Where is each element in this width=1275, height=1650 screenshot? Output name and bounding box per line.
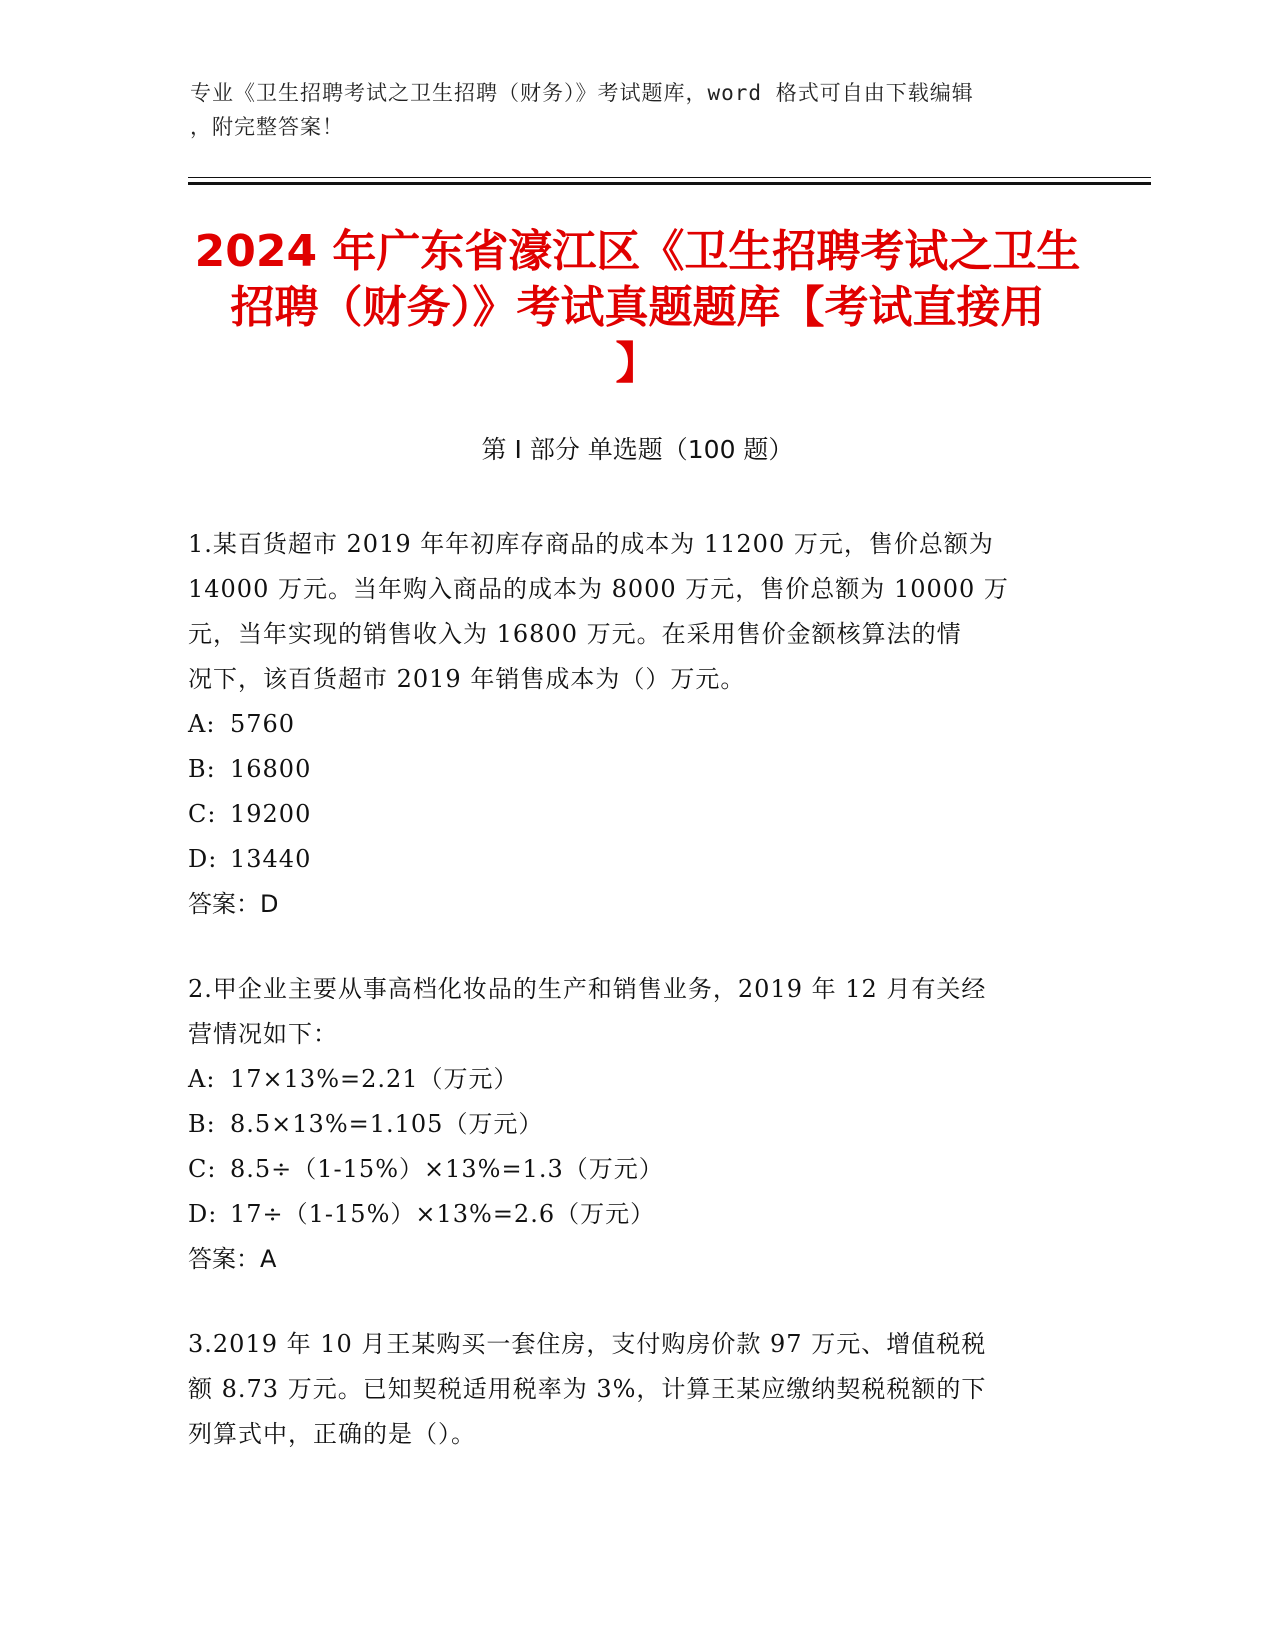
question-stem xyxy=(188,522,1088,702)
question-stem xyxy=(188,1322,1088,1457)
option-text: 19200 xyxy=(230,800,312,828)
option-key: A: xyxy=(188,710,216,738)
stem-line: 14000 万元。当年购入商品的成本为 8000 万元，售价总额为 10000 万 xyxy=(188,575,1009,603)
question-item xyxy=(188,522,1088,927)
option-key: B: xyxy=(188,755,216,783)
option-b xyxy=(188,747,1088,792)
stem-line: 况下，该百货超市 2019 年销售成本为（）万元。 xyxy=(188,665,746,693)
stem-line: 2.甲企业主要从事高档化妆品的生产和销售业务，2019 年 12 月有关经 xyxy=(188,975,987,1003)
option-a xyxy=(188,702,1088,747)
option-key: C: xyxy=(188,1155,217,1183)
option-c xyxy=(188,792,1088,837)
answer-line: 答案：D xyxy=(188,890,279,918)
option-d xyxy=(188,837,1088,882)
header-note-line: 专业《卫生招聘考试之卫生招聘（财务）》考试题库，word 格式可自由下载编辑 xyxy=(190,81,974,105)
answer-line: 答案：A xyxy=(188,1245,277,1273)
header-note xyxy=(190,76,1090,144)
option-c xyxy=(188,1147,1088,1192)
question-item xyxy=(188,967,1088,1282)
stem-line: 列算式中，正确的是（）。 xyxy=(188,1420,476,1448)
question-list xyxy=(188,522,1088,1497)
option-b xyxy=(188,1102,1088,1147)
option-key: C: xyxy=(188,800,217,828)
question-stem xyxy=(188,967,1088,1057)
page-title-line: 】 xyxy=(615,338,660,389)
question-item xyxy=(188,1322,1088,1457)
option-a xyxy=(188,1057,1088,1102)
option-text: 13440 xyxy=(230,845,312,873)
option-text: 16800 xyxy=(230,755,312,783)
header-divider-thin xyxy=(188,177,1151,178)
option-text: 17÷（1-15%）×13%=2.6（万元） xyxy=(230,1200,656,1228)
stem-line: 营情况如下： xyxy=(188,1020,338,1048)
page-title xyxy=(180,224,1095,392)
header-divider-thick xyxy=(188,182,1151,185)
stem-line: 额 8.73 万元。已知契税适用税率为 3%，计算王某应缴纳契税税额的下 xyxy=(188,1375,987,1403)
option-key: D: xyxy=(188,1200,218,1228)
option-key: D: xyxy=(188,845,218,873)
option-d xyxy=(188,1192,1088,1237)
option-key: B: xyxy=(188,1110,216,1138)
stem-line: 元，当年实现的销售收入为 16800 万元。在采用售价金额核算法的情 xyxy=(188,620,962,648)
header-note-line: ，附完整答案！ xyxy=(190,115,344,139)
option-text: 17×13%=2.21（万元） xyxy=(230,1065,519,1093)
option-text: 5760 xyxy=(230,710,296,738)
option-text: 8.5÷（1-15%）×13%=1.3（万元） xyxy=(230,1155,664,1183)
option-text: 8.5×13%=1.105（万元） xyxy=(230,1110,544,1138)
stem-line: 1.某百货超市 2019 年年初库存商品的成本为 11200 万元，售价总额为 xyxy=(188,530,994,558)
option-key: A: xyxy=(188,1065,216,1093)
section-heading: 第 I 部分 单选题（100 题） xyxy=(481,435,794,464)
stem-line: 3.2019 年 10 月王某购买一套住房，支付购房价款 97 万元、增值税税 xyxy=(188,1330,987,1358)
page-title-line: 2024 年广东省濠江区《卫生招聘考试之卫生 xyxy=(194,226,1081,277)
page-title-line: 招聘（财务）》考试真题题库【考试直接用 xyxy=(230,282,1045,333)
